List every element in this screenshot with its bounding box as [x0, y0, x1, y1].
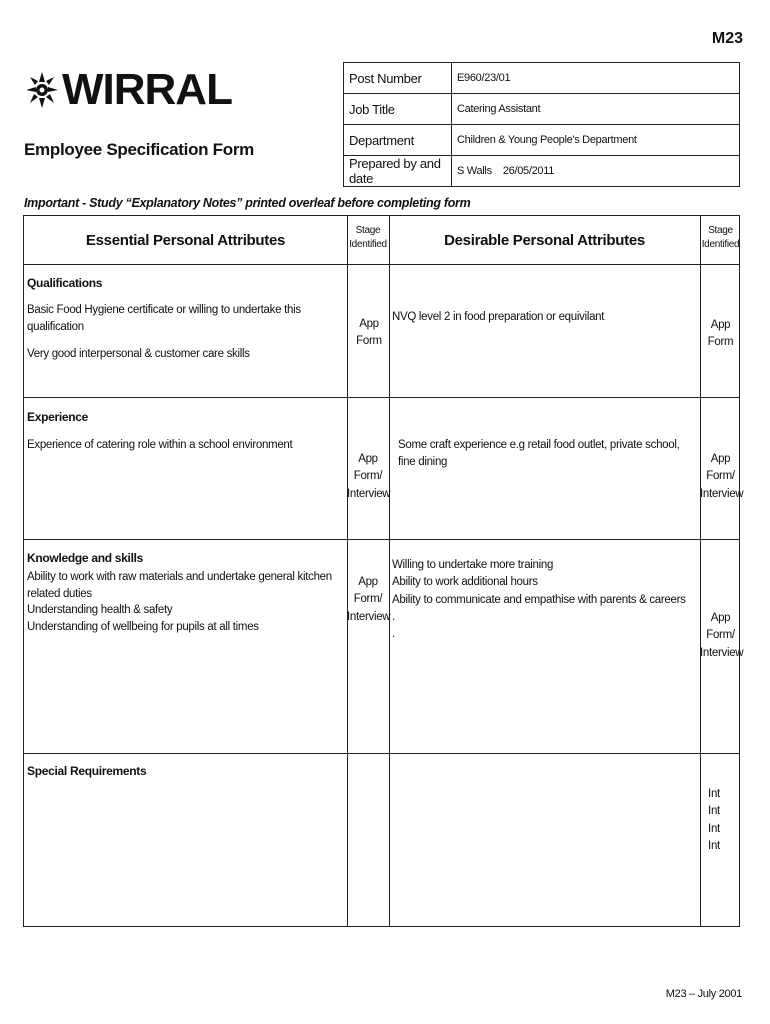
knowledge-item: Understanding health & safety — [27, 604, 173, 617]
prepared-row — [344, 156, 740, 187]
experience-title: Experience — [27, 410, 89, 424]
knowledge-desirable-item: . — [392, 628, 395, 640]
stage-line: Int — [708, 805, 720, 818]
stage-line: App — [358, 453, 378, 465]
attributes-table — [23, 215, 744, 927]
qualifications-desirable-stage — [700, 317, 741, 352]
form-title: Employee Specification Form — [24, 140, 254, 159]
qualifications-title: Qualifications — [27, 276, 103, 290]
header-divider — [24, 264, 739, 265]
stage-line: Int — [708, 822, 720, 835]
desirable-header: Desirable Personal Attributes — [444, 231, 645, 249]
important-note: Important - Study “Explanatory Notes” printed overleaf before completing form — [24, 196, 471, 210]
essential-stage-header — [347, 224, 389, 251]
stage-line: App — [710, 453, 731, 465]
department-row — [344, 125, 740, 156]
row-divider — [24, 539, 739, 540]
stage-header-line1: Stage — [355, 225, 381, 236]
experience-essential-stage — [347, 451, 389, 503]
knowledge-desirable — [392, 557, 697, 643]
stage-line: Interview — [347, 487, 391, 500]
stage-line: App — [710, 612, 731, 624]
knowledge-desirable-item: Ability to communicate and empathise with parents & careers — [392, 593, 686, 606]
stage-line: Int — [708, 839, 720, 852]
department-value: Children & Young People's Department — [452, 125, 740, 156]
department-label: Department — [344, 125, 452, 156]
job-title-value: Catering Assistant — [452, 94, 740, 125]
footer-code: M23 – July 2001 — [665, 988, 742, 1000]
stage-line: App — [710, 319, 731, 331]
qualifications-essential-stage: App Form — [356, 318, 382, 348]
stage-line: Form/ — [353, 470, 383, 483]
knowledge-title: Knowledge and skills — [27, 551, 144, 565]
stage-line: Interview — [700, 646, 744, 659]
knowledge-item: Understanding of wellbeing for pupils at all times — [27, 621, 259, 634]
stage-line: Interview — [700, 487, 744, 500]
experience-essential: Experience of catering role within a school environment — [27, 439, 293, 451]
row-divider — [24, 397, 739, 398]
experience-desirable-stage — [700, 451, 744, 503]
stage-line: Form — [707, 336, 734, 349]
qualification-item: Basic Food Hygiene certificate or willing to undertake this qualification — [27, 304, 301, 334]
stage-line: Form/ — [353, 593, 383, 606]
stage-header-line2: Identified — [349, 238, 387, 250]
knowledge-item: Ability to work with raw materials and undertake general kitchen related duties — [27, 571, 332, 600]
desirable-stage-header — [700, 224, 741, 251]
post-info-table — [343, 62, 740, 187]
qualifications-essential — [27, 302, 345, 363]
row-divider — [24, 753, 739, 754]
stage-line: App — [358, 576, 378, 588]
prepared-value — [452, 156, 740, 187]
knowledge-desirable-item: . — [392, 610, 395, 623]
knowledge-desirable-stage — [700, 610, 744, 662]
stage-line: Form/ — [706, 470, 735, 483]
wirral-emblem-icon — [24, 70, 60, 110]
stage-line: Interview — [347, 610, 391, 623]
prepared-by: S Walls — [457, 165, 492, 177]
job-title-row — [344, 94, 740, 125]
post-number-row — [344, 63, 740, 94]
essential-header: Essential Personal Attributes — [85, 231, 286, 249]
stage-line: Int — [708, 788, 720, 800]
document-code: M23 — [711, 30, 743, 47]
wirral-logo — [24, 65, 232, 114]
knowledge-desirable-item: Willing to undertake more training — [392, 559, 554, 571]
stage-header-line2: Identified — [701, 238, 740, 250]
special-desirable-stage — [700, 786, 728, 855]
knowledge-essential-stage — [347, 574, 389, 626]
knowledge-desirable-item: Ability to work additional hours — [392, 576, 538, 589]
prepared-label: Prepared by and date — [344, 156, 452, 187]
prepared-date: 26/05/2011 — [502, 165, 555, 177]
qualification-item: Very good interpersonal & customer care skills — [27, 347, 250, 360]
knowledge-essential — [27, 569, 345, 636]
logo-wordmark: WIRRAL — [62, 65, 232, 114]
special-requirements-title: Special Requirements — [27, 764, 147, 778]
qualifications-desirable: NVQ level 2 in food preparation or equivilant — [392, 311, 605, 323]
post-number-value: E960/23/01 — [452, 63, 740, 94]
job-title-label: Job Title — [344, 94, 452, 125]
experience-desirable: Some craft experience e.g retail food outlet, private school, fine dining — [398, 439, 680, 469]
stage-header-line1: Stage — [708, 225, 733, 236]
stage-line: Form/ — [706, 629, 735, 642]
post-number-label: Post Number — [344, 63, 452, 94]
